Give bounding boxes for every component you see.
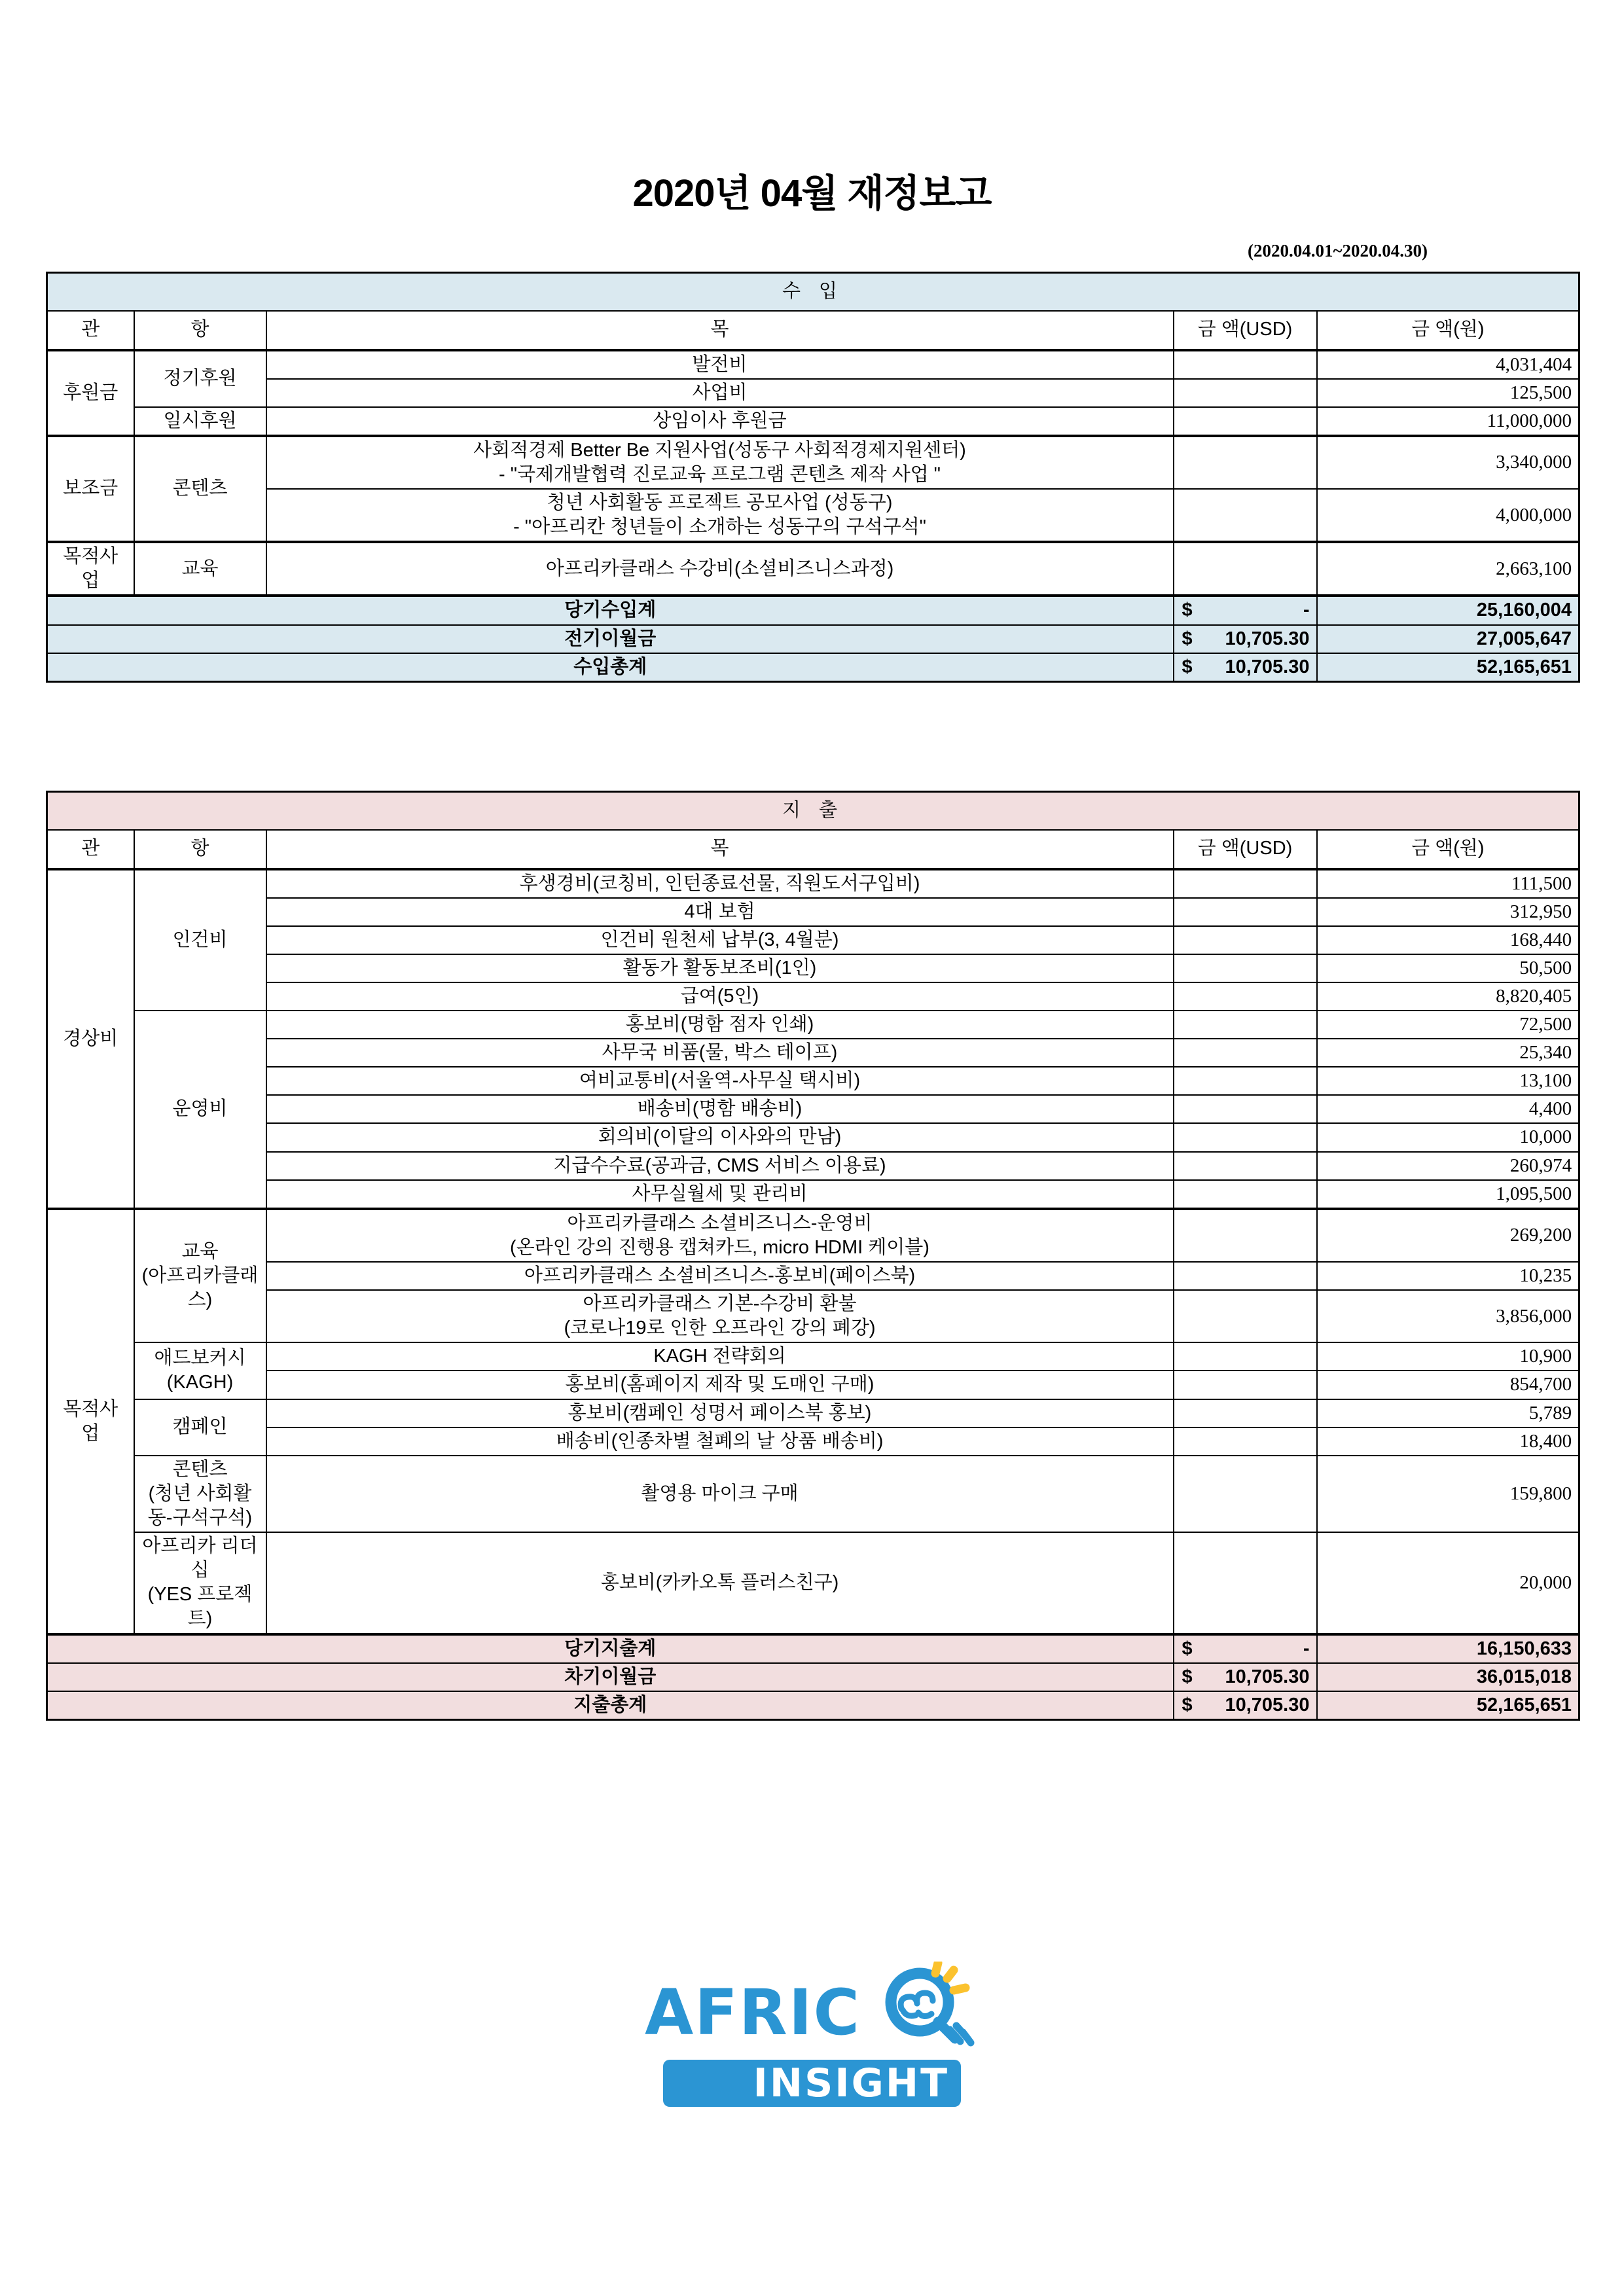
table-row <box>47 954 1579 982</box>
row-amount-krw: 260,974 <box>1317 1152 1579 1180</box>
row-category: 보조금 <box>47 436 134 542</box>
col-header-gwan: 관 <box>47 311 134 350</box>
row-item: 사무실월세 및 관리비 <box>266 1180 1174 1209</box>
col-header-usd: 금 액(USD) <box>1174 830 1317 869</box>
row-amount-krw: 125,500 <box>1317 379 1579 407</box>
row-amount-krw: 25,340 <box>1317 1039 1579 1067</box>
lightbulb-icon <box>882 1962 980 2060</box>
row-subcategory: 교육 <box>134 542 266 596</box>
report-period: (2020.04.01~2020.04.30) <box>1247 241 1428 260</box>
row-amount-krw: 159,800 <box>1317 1456 1579 1532</box>
col-header-gwan: 관 <box>47 830 134 869</box>
row-amount-krw: 72,500 <box>1317 1011 1579 1039</box>
expense-header-row <box>47 830 1579 869</box>
table-row <box>47 1262 1579 1290</box>
row-amount-krw: 18,400 <box>1317 1427 1579 1456</box>
row-amount-krw: 5,789 <box>1317 1399 1579 1427</box>
table-row <box>47 1152 1579 1180</box>
row-amount-krw: 10,235 <box>1317 1262 1579 1290</box>
row-item: 사회적경제 Better Be 지원사업(성동구 사회적경제지원센터) - "국제개발협력 진로교육 프로그램 콘텐츠 제작 사업 " <box>266 436 1174 489</box>
row-amount-krw: 3,856,000 <box>1317 1290 1579 1342</box>
row-amount-usd <box>1174 926 1317 954</box>
row-amount-usd <box>1174 1209 1317 1262</box>
table-row <box>47 489 1579 542</box>
row-item: 아프리카클래스 기본-수강비 환불 (코로나19로 인한 오프라인 강의 폐강) <box>266 1290 1174 1342</box>
table-row <box>47 542 1579 596</box>
summary-label: 수입총계 <box>47 653 1174 682</box>
table-row <box>47 1371 1579 1399</box>
row-amount-usd <box>1174 1067 1317 1095</box>
logo-wordmark: AFRIC <box>645 1976 861 2049</box>
table-row <box>47 1209 1579 1262</box>
row-item: 청년 사회활동 프로젝트 공모사업 (성동구) - "아프리칸 청년들이 소개하는 성동구의 구석구석" <box>266 489 1174 542</box>
table-row <box>47 1011 1579 1039</box>
table-row <box>47 379 1579 407</box>
row-amount-usd <box>1174 407 1317 436</box>
table-row <box>47 1123 1579 1151</box>
row-amount-krw: 1,095,500 <box>1317 1180 1579 1209</box>
summary-amount-usd: $ 10,705.30 <box>1174 625 1317 653</box>
expense-table-container <box>46 791 1578 1721</box>
row-amount-krw: 3,340,000 <box>1317 436 1579 489</box>
row-item: 촬영용 마이크 구매 <box>266 1456 1174 1532</box>
table-row <box>47 407 1579 436</box>
row-subcategory: 아프리카 리더십 (YES 프로젝트) <box>134 1532 266 1634</box>
table-row <box>47 1039 1579 1067</box>
income-header-row <box>47 311 1579 350</box>
row-subcategory: 콘텐츠 (청년 사회활동-구석구석) <box>134 1456 266 1532</box>
summary-label: 차기이월금 <box>47 1663 1174 1691</box>
row-subcategory: 일시후원 <box>134 407 266 436</box>
summary-row <box>47 1634 1579 1663</box>
africa-insight-logo <box>645 1960 985 2124</box>
col-header-mok: 목 <box>266 830 1174 869</box>
row-item: 홍보비(캠페인 성명서 페이스북 홍보) <box>266 1399 1174 1427</box>
row-amount-krw: 10,000 <box>1317 1123 1579 1151</box>
table-row <box>47 1180 1579 1209</box>
summary-label: 전기이월금 <box>47 625 1174 653</box>
row-amount-krw: 8,820,405 <box>1317 982 1579 1011</box>
row-amount-krw: 20,000 <box>1317 1532 1579 1634</box>
col-header-hang: 항 <box>134 311 266 350</box>
income-table <box>46 272 1580 683</box>
col-header-hang: 항 <box>134 830 266 869</box>
row-amount-krw: 111,500 <box>1317 869 1579 898</box>
row-amount-krw: 269,200 <box>1317 1209 1579 1262</box>
row-subcategory: 캠페인 <box>134 1399 266 1456</box>
income-table-container <box>46 272 1578 683</box>
col-header-usd: 금 액(USD) <box>1174 311 1317 350</box>
summary-amount-usd: $ 10,705.30 <box>1174 653 1317 682</box>
row-category: 목적사업 <box>47 542 134 596</box>
row-amount-usd <box>1174 982 1317 1011</box>
row-item: 사업비 <box>266 379 1174 407</box>
table-row <box>47 350 1579 379</box>
table-row <box>47 869 1579 898</box>
row-amount-usd <box>1174 1290 1317 1342</box>
row-amount-usd <box>1174 1039 1317 1067</box>
summary-amount-usd: $ 10,705.30 <box>1174 1691 1317 1720</box>
table-row <box>47 926 1579 954</box>
row-item: 아프리카클래스 소셜비즈니스-홍보비(페이스북) <box>266 1262 1174 1290</box>
row-amount-usd <box>1174 954 1317 982</box>
summary-amount-usd: $ - <box>1174 1634 1317 1663</box>
row-item: 배송비(명함 배송비) <box>266 1095 1174 1123</box>
row-subcategory: 애드보커시 (KAGH) <box>134 1342 266 1399</box>
row-amount-krw: 312,950 <box>1317 898 1579 926</box>
summary-label: 당기지출계 <box>47 1634 1174 1663</box>
summary-row <box>47 653 1579 682</box>
row-amount-krw: 854,700 <box>1317 1371 1579 1399</box>
table-row <box>47 1095 1579 1123</box>
row-amount-krw: 50,500 <box>1317 954 1579 982</box>
summary-amount-krw: 52,165,651 <box>1317 1691 1579 1720</box>
expense-banner: 지 출 <box>47 792 1579 830</box>
row-amount-usd <box>1174 869 1317 898</box>
row-amount-usd <box>1174 1399 1317 1427</box>
table-row <box>47 898 1579 926</box>
table-row <box>47 1290 1579 1342</box>
row-item: 후생경비(코칭비, 인턴종료선물, 직원도서구입비) <box>266 869 1174 898</box>
summary-amount-krw: 27,005,647 <box>1317 625 1579 653</box>
row-subcategory: 정기후원 <box>134 350 266 407</box>
row-amount-usd <box>1174 1427 1317 1456</box>
col-header-krw: 금 액(원) <box>1317 830 1579 869</box>
row-amount-krw: 4,000,000 <box>1317 489 1579 542</box>
row-amount-usd <box>1174 436 1317 489</box>
row-category: 목적사업 <box>47 1209 134 1634</box>
summary-amount-usd: $ - <box>1174 596 1317 624</box>
income-banner: 수 입 <box>47 273 1579 311</box>
col-header-mok: 목 <box>266 311 1174 350</box>
row-amount-krw: 10,900 <box>1317 1342 1579 1371</box>
page-title: 2020년 04월 재정보고 <box>632 172 992 215</box>
row-amount-usd <box>1174 1456 1317 1532</box>
row-amount-usd <box>1174 489 1317 542</box>
row-amount-usd <box>1174 1095 1317 1123</box>
row-amount-usd <box>1174 350 1317 379</box>
summary-amount-usd: $ 10,705.30 <box>1174 1663 1317 1691</box>
row-amount-krw: 4,031,404 <box>1317 350 1579 379</box>
row-amount-usd <box>1174 1123 1317 1151</box>
row-item: 인건비 원천세 납부(3, 4월분) <box>266 926 1174 954</box>
row-item: 급여(5인) <box>266 982 1174 1011</box>
logo-tagline-bar <box>663 2060 961 2107</box>
row-amount-usd <box>1174 1262 1317 1290</box>
row-item: 아프리카클래스 소셜비즈니스-운영비 (온라인 강의 진행용 캡쳐카드, micro HDMI 케이블) <box>266 1209 1174 1262</box>
row-amount-usd <box>1174 898 1317 926</box>
row-category: 후원금 <box>47 350 134 436</box>
summary-amount-krw: 52,165,651 <box>1317 653 1579 682</box>
summary-row <box>47 625 1579 653</box>
row-amount-usd <box>1174 379 1317 407</box>
table-row <box>47 1067 1579 1095</box>
row-item: 4대 보험 <box>266 898 1174 926</box>
row-amount-krw: 13,100 <box>1317 1067 1579 1095</box>
row-amount-usd <box>1174 1011 1317 1039</box>
summary-amount-krw: 36,015,018 <box>1317 1663 1579 1691</box>
row-item: 배송비(인종차별 철폐의 날 상품 배송비) <box>266 1427 1174 1456</box>
row-amount-usd <box>1174 542 1317 596</box>
expense-table <box>46 791 1580 1721</box>
row-amount-usd <box>1174 1532 1317 1634</box>
col-header-krw: 금 액(원) <box>1317 311 1579 350</box>
row-amount-krw: 4,400 <box>1317 1095 1579 1123</box>
row-item: 발전비 <box>266 350 1174 379</box>
table-row <box>47 1456 1579 1532</box>
row-amount-krw: 11,000,000 <box>1317 407 1579 436</box>
row-item: 상임이사 후원금 <box>266 407 1174 436</box>
row-amount-usd <box>1174 1152 1317 1180</box>
row-amount-krw: 2,663,100 <box>1317 542 1579 596</box>
summary-row <box>47 1663 1579 1691</box>
row-item: 지급수수료(공과금, CMS 서비스 이용료) <box>266 1152 1174 1180</box>
row-category: 경상비 <box>47 869 134 1209</box>
row-item: KAGH 전략회의 <box>266 1342 1174 1371</box>
logo-tagline: INSIGHT <box>753 2060 949 2106</box>
row-amount-usd <box>1174 1180 1317 1209</box>
table-row <box>47 1427 1579 1456</box>
row-amount-krw: 168,440 <box>1317 926 1579 954</box>
row-item: 홍보비(홈페이지 제작 및 도매인 구매) <box>266 1371 1174 1399</box>
table-row <box>47 436 1579 489</box>
summary-label: 지출총계 <box>47 1691 1174 1720</box>
row-subcategory: 운영비 <box>134 1011 266 1209</box>
summary-label: 당기수입계 <box>47 596 1174 624</box>
row-subcategory: 교육 (아프리카클래스) <box>134 1209 266 1343</box>
row-amount-usd <box>1174 1342 1317 1371</box>
row-item: 홍보비(명함 점자 인쇄) <box>266 1011 1174 1039</box>
row-item: 아프리카클래스 수강비(소셜비즈니스과정) <box>266 542 1174 596</box>
summary-amount-krw: 25,160,004 <box>1317 596 1579 624</box>
row-item: 여비교통비(서울역-사무실 택시비) <box>266 1067 1174 1095</box>
summary-row <box>47 1691 1579 1720</box>
table-row <box>47 1532 1579 1634</box>
row-item: 활동가 활동보조비(1인) <box>266 954 1174 982</box>
row-item: 사무국 비품(물, 박스 테이프) <box>266 1039 1174 1067</box>
table-row <box>47 982 1579 1011</box>
row-amount-usd <box>1174 1371 1317 1399</box>
row-subcategory: 콘텐츠 <box>134 436 266 542</box>
table-row <box>47 1342 1579 1371</box>
row-subcategory: 인건비 <box>134 869 266 1011</box>
summary-amount-krw: 16,150,633 <box>1317 1634 1579 1663</box>
row-item: 홍보비(카카오톡 플러스친구) <box>266 1532 1174 1634</box>
summary-row <box>47 596 1579 624</box>
row-item: 회의비(이달의 이사와의 만남) <box>266 1123 1174 1151</box>
table-row <box>47 1399 1579 1427</box>
